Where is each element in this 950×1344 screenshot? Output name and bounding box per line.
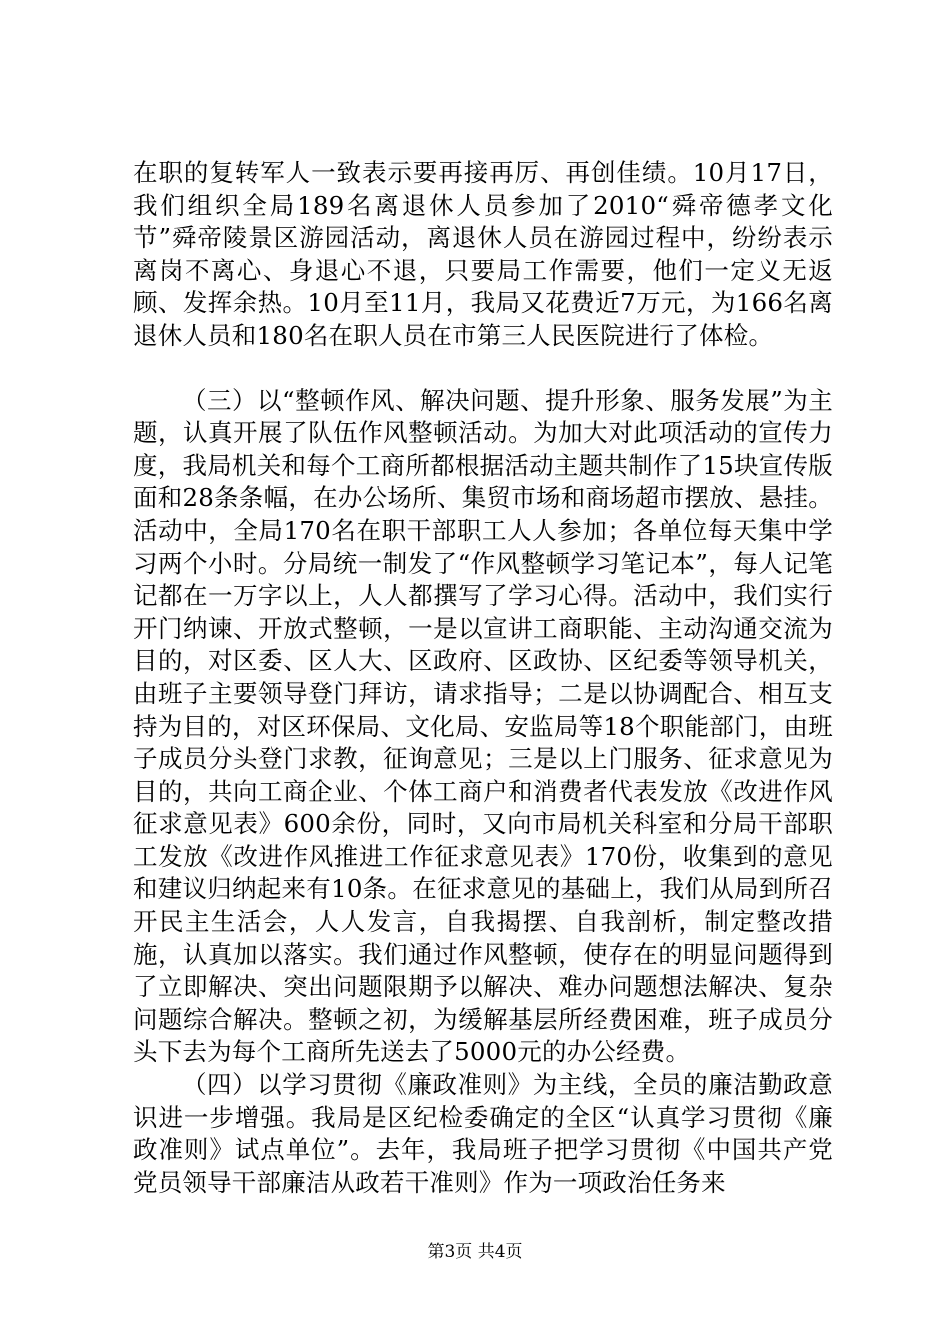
paragraph-section-four: （四）以学习贯彻《廉政准则》为主线，全员的廉洁勤政意识进一步增强。我局是区纪检委确定的全区“认真学习贯彻《廉政准则》试点单位”。去年，我局班子把学习贯彻《中国共产党党员领导干部廉洁从政若干准则》作为一项政治任务来	[133, 1070, 833, 1197]
paragraph-continuation: 在职的复转军人一致表示要再接再厉、再创佳绩。10月17日，我们组织全局189名离退休人员参加了2010“舜帝德孝文化节”舜帝陵景区游园活动，离退休人员在游园过程中，纷纷表示离岗不离心、身退心不退，只要局工作需要，他们一定义无返顾、发挥余热。10月至11月，我局又花费近7万元，为166名离退休人员和180名在职人员在市第三人民医院进行了体检。	[133, 158, 833, 350]
page-footer: 第3页 共4页	[427, 1242, 523, 1262]
paragraph-section-three: （三）以“整顿作风、解决问题、提升形象、服务发展”为主题，认真开展了队伍作风整顿活动。为加大对此项活动的宣传力度，我局机关和每个工商所都根据活动主题共制作了15块宣传版面和28条条幅，在办公场所、集贸市场和商场超市摆放、悬挂。活动中，全局170名在职干部职工人人参加；各单位每天集中学习两个小时。分局统一制发了“作风整顿学习笔记本”，每人记笔记都在一万字以上，人人都撰写了学习心得。活动中，我们实行开门纳谏、开放式整顿，一是以宣讲工商职能、主动沟通交流为目的，对区委、区人大、区政府、区政协、区纪委等领导机关，由班子主要领导登门拜访，请求指导；二是以协调配合、相互支持为目的，对区环保局、文化局、安监局等18个职能部门，由班子成员分头登门求教，征询意见；三是以上门服务、征求意见为目的，共向工商企业、个体工商户和消费者代表发放《改进作风征求意见表》600余份，同时，又向市局机关科室和分局干部职工发放《改进作风推进工作征求意见表》170份，收集到的意见和建议归纳起来有10条。在征求意见的基础上，我们从局到所召开民主生活会，人人发言，自我揭摆、自我剖析，制定整改措施，认真加以落实。我们通过作风整顿，使存在的明显问题得到了立即解决、突出问题限期予以解决、难办问题想法解决、复杂问题综合解决。整顿之初，为缓解基层所经费困难，班子成员分头下去为每个工商所先送去了5000元的办公经费。	[133, 385, 833, 1067]
document-body	[133, 157, 833, 1199]
